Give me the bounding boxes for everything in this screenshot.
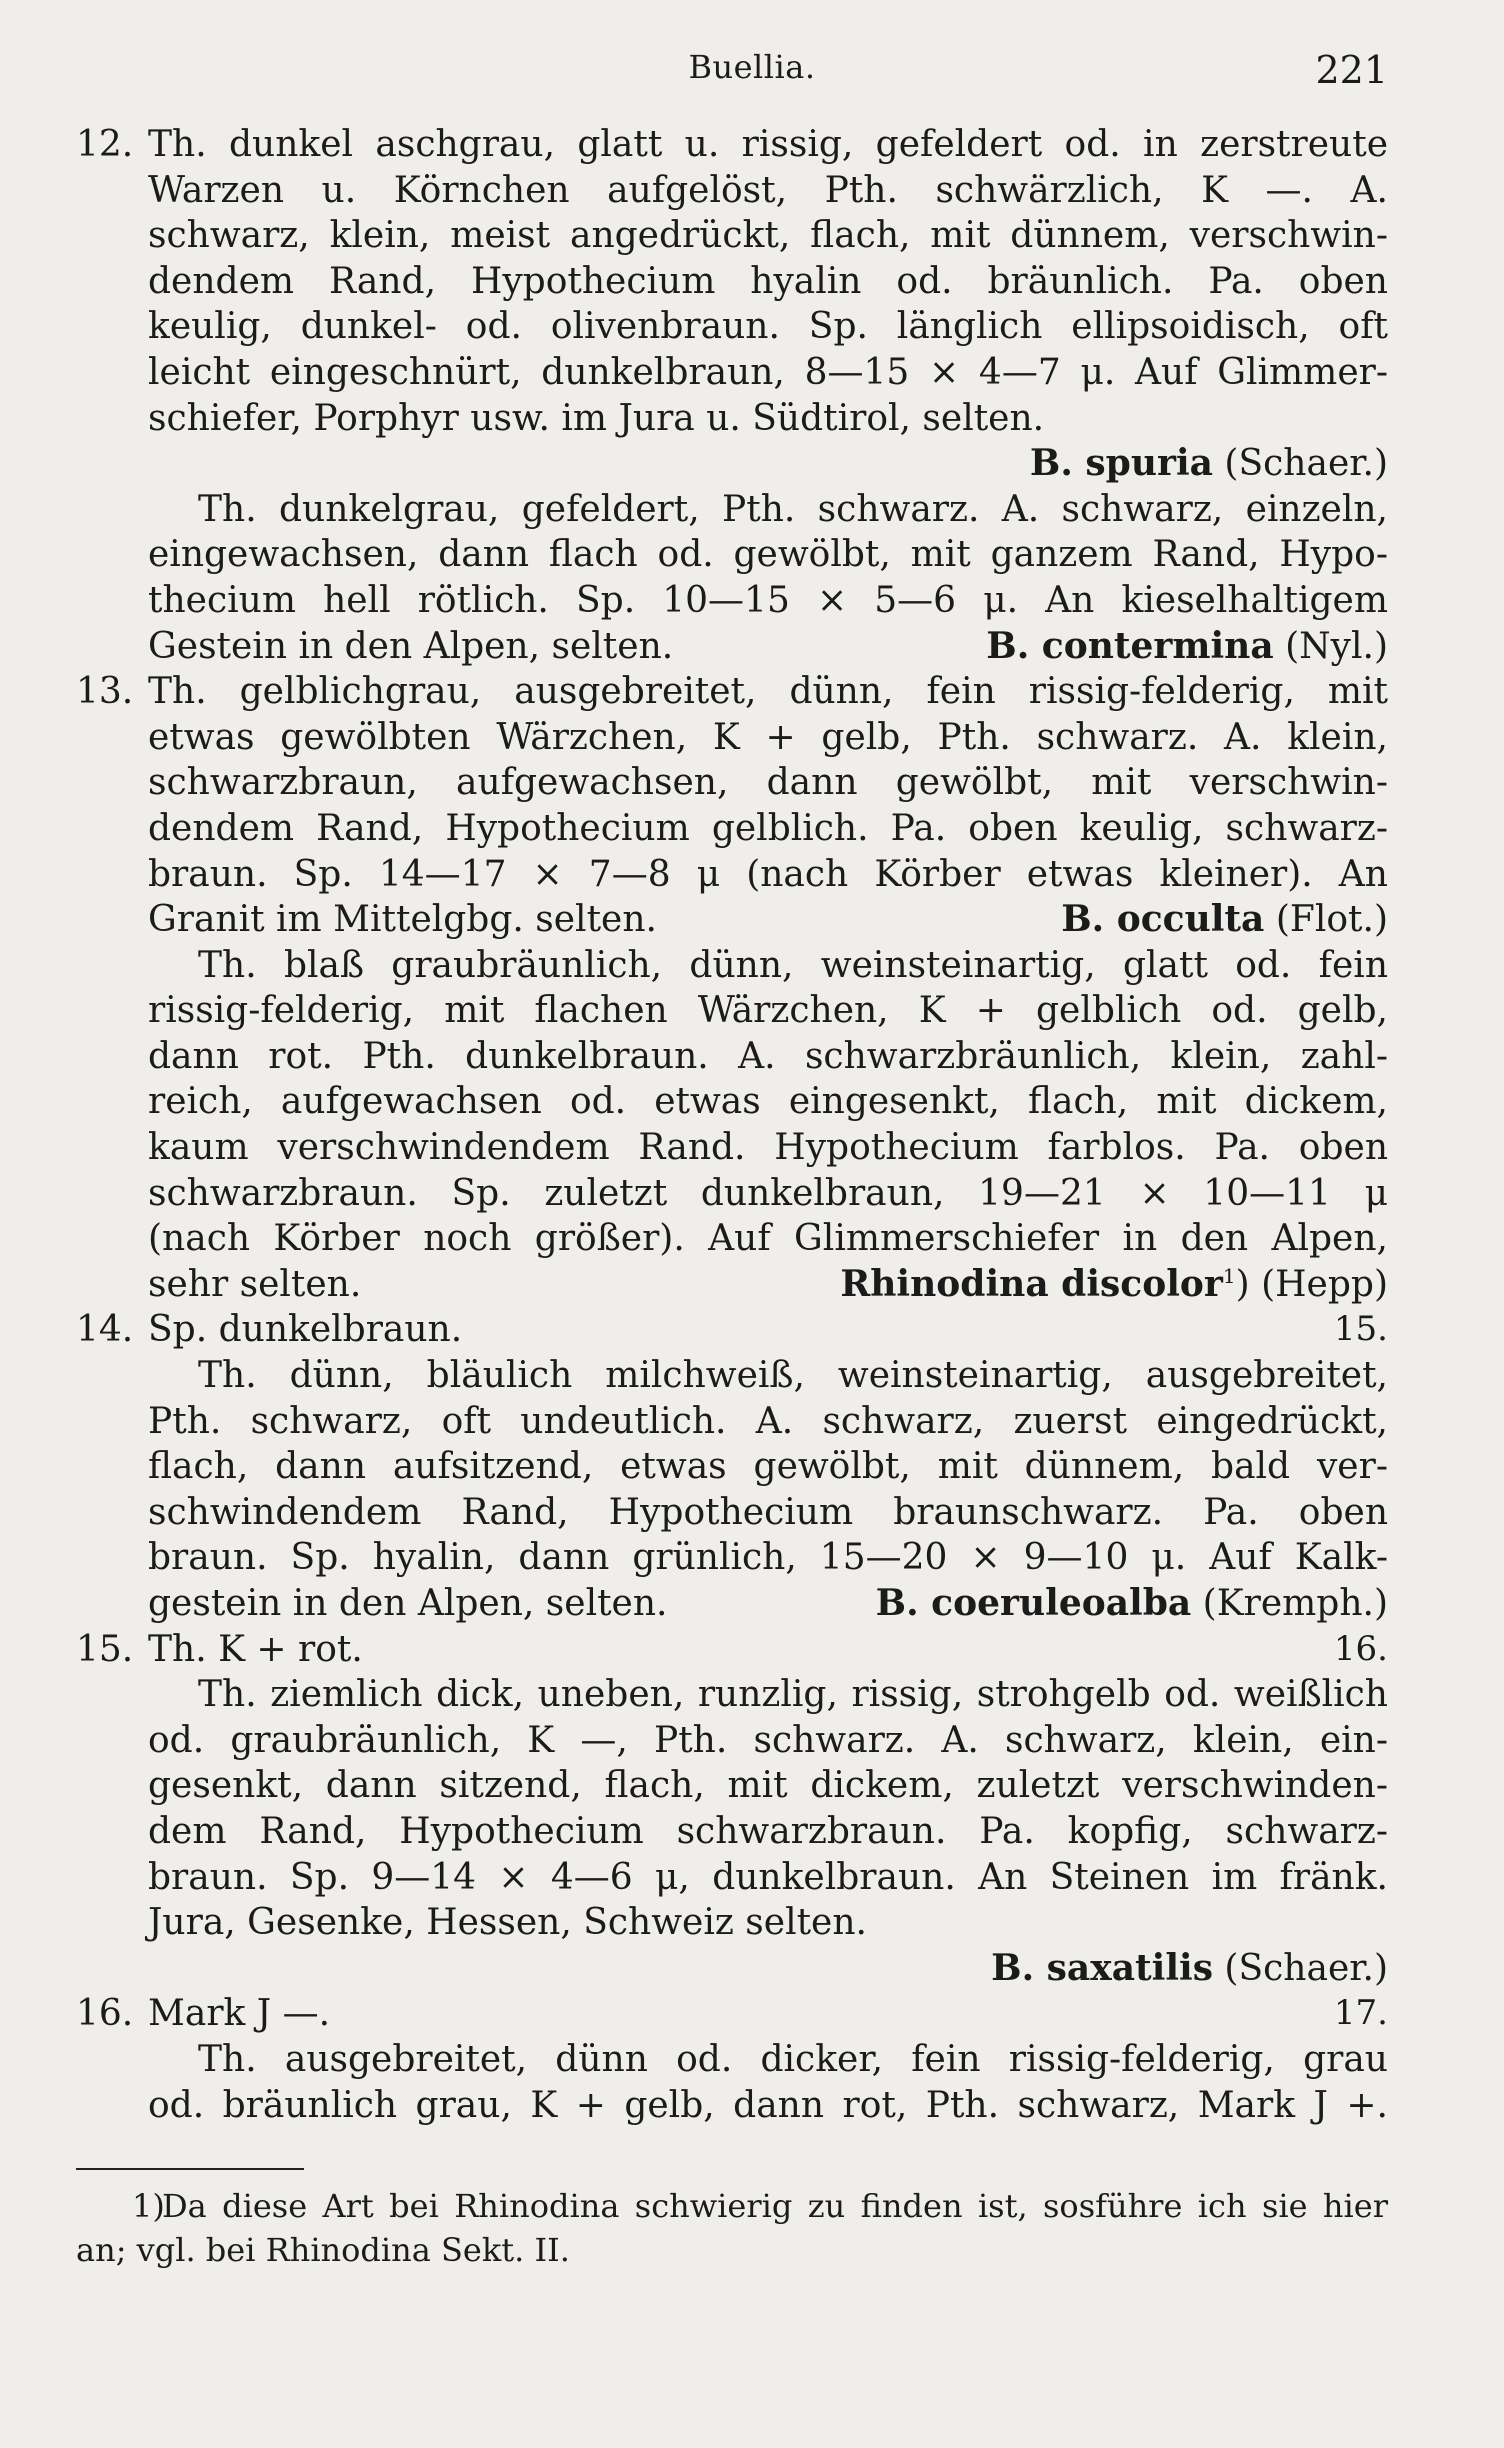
text-line (76, 715, 1388, 761)
species-name: B. contermina (986, 624, 1274, 667)
species-label (986, 624, 1388, 670)
key-number: 14. (76, 1309, 134, 1351)
line-text: schwarz, klein, meist angedrückt, flach, mit dünnem, verschwin- (148, 215, 1388, 257)
species-name: B. saxatilis (991, 1946, 1213, 1989)
line-text: dendem Rand, Hypothecium gelblich. Pa. oben keulig, schwarz- (148, 807, 1388, 849)
line-text: thecium hell rötlich. Sp. 10—15 × 5—6 μ. An kieselhaltigem (148, 579, 1388, 621)
key-reference: 16. (1333, 1628, 1388, 1669)
line-text: leicht eingeschnürt, dunkelbraun, 8—15 × 4—7 μ. Auf Glimmer- (148, 351, 1388, 393)
key-number: 15. (76, 1628, 134, 1670)
text-line (76, 1672, 1388, 1718)
line-text: gesenkt, dann sitzend, flach, mit dickem, zuletzt verschwinden- (148, 1765, 1388, 1807)
species-name: B. coeruleoalba (875, 1582, 1192, 1624)
line-text: Sp. dunkelbraun. (148, 1309, 463, 1351)
text-line (76, 122, 1388, 168)
line-text: schwarzbraun, aufgewachsen, dann gewölbt, mit verschwin- (148, 762, 1388, 804)
species-author: ) (Hepp) (1235, 1263, 1388, 1305)
text-line (76, 1307, 1388, 1353)
text-line (76, 624, 1388, 670)
species-author: (Nyl.) (1273, 625, 1388, 667)
text-line (76, 1171, 1388, 1217)
text-line (76, 213, 1388, 259)
text-line (76, 168, 1388, 214)
text-line (76, 2037, 1388, 2083)
text-line (76, 1216, 1388, 1262)
line-text: Th. dunkel aschgrau, glatt u. rissig, gefeldert od. in zerstreute (148, 124, 1388, 165)
text-line (76, 441, 1388, 487)
line-text: reich, aufgewachsen od. etwas eingesenkt, flach, mit dickem, (148, 1081, 1388, 1123)
text-line (76, 1855, 1388, 1901)
species-label (1061, 897, 1388, 943)
text-line (76, 1763, 1388, 1809)
page-header (0, 48, 1504, 98)
key-number: 12. (76, 124, 134, 165)
text-line (76, 532, 1388, 578)
footnote-line-1 (76, 2184, 1388, 2228)
text-line (76, 1034, 1388, 1080)
text-line (76, 259, 1388, 305)
line-text: kaum verschwindendem Rand. Hypothecium farblos. Pa. oben (148, 1127, 1388, 1169)
line-text: flach, dann aufsitzend, etwas gewölbt, mit dünnem, bald ver- (148, 1446, 1388, 1488)
line-text: gestein in den Alpen, selten. (148, 1583, 668, 1624)
line-text: Th. dünn, bläulich milchweiß, weinsteinartig, ausgebreitet, (198, 1355, 1388, 1397)
text-line (76, 1125, 1388, 1171)
species-label (840, 1262, 1388, 1308)
line-text: schwarzbraun. Sp. zuletzt dunkelbraun, 19—21 × 10—11 μ (148, 1172, 1388, 1214)
footnote-line-2: an; vgl. bei Rhinodina Sekt. II. (76, 2231, 570, 2269)
species-label (876, 1581, 1388, 1627)
footnote-divider (76, 2168, 304, 2170)
line-text: Th. blaß graubräunlich, dünn, weinsteinartig, glatt od. fein (198, 944, 1388, 986)
text-line (76, 669, 1388, 715)
line-text: Th. ziemlich dick, uneben, runzlig, rissig, strohgelb od. weißlich (198, 1674, 1388, 1716)
body-text (76, 122, 1388, 2128)
text-line (76, 1991, 1388, 2037)
footnote-ref: 1 (1222, 1263, 1236, 1288)
line-text: dann rot. Pth. dunkelbraun. A. schwarzbräunlich, klein, zahl- (148, 1035, 1388, 1077)
line-text: Th. ausgebreitet, dünn od. dicker, fein rissig-felderig, grau (198, 2038, 1388, 2080)
species-name: B. spuria (1029, 442, 1213, 485)
species-name: B. occulta (1061, 898, 1265, 941)
text-line (76, 1581, 1388, 1627)
text-line (76, 2083, 1388, 2129)
key-reference: 15. (1333, 1309, 1388, 1350)
line-text: Gestein in den Alpen, selten. (148, 625, 674, 667)
text-line (76, 1079, 1388, 1125)
line-text: od. graubräunlich, K —, Pth. schwarz. A. schwarz, klein, ein- (148, 1719, 1388, 1761)
text-line (76, 350, 1388, 396)
text-line (76, 852, 1388, 898)
text-line (76, 1399, 1388, 1445)
species-author: (Schaer.) (1212, 1947, 1388, 1989)
line-text: sehr selten. (148, 1263, 362, 1305)
text-line (76, 1809, 1388, 1855)
line-text: dem Rand, Hypothecium schwarzbraun. Pa. kopfig, schwarz- (148, 1810, 1388, 1852)
footnote-marker: 1) (132, 2187, 165, 2225)
line-text: rissig-felderig, mit flachen Wärzchen, K + gelblich od. gelb, (148, 990, 1388, 1032)
text-line (76, 988, 1388, 1034)
key-reference: 17. (1333, 1993, 1388, 2034)
text-line (76, 1946, 1388, 1992)
text-line (76, 1718, 1388, 1764)
text-line (76, 1627, 1388, 1673)
species-author: (Flot.) (1264, 899, 1388, 941)
text-line (76, 1444, 1388, 1490)
line-text: Th. dunkelgrau, gefeldert, Pth. schwarz. A. schwarz, einzeln, (198, 488, 1388, 530)
line-text: braun. Sp. 9—14 × 4—6 μ, dunkelbraun. An Steinen im fränk. (148, 1856, 1388, 1898)
text-line (76, 487, 1388, 533)
line-text: Th. gelblichgrau, ausgebreitet, dünn, fein rissig-felderig, mit (148, 671, 1388, 713)
footnote (76, 2184, 1388, 2272)
line-text: (nach Körber noch größer). Auf Glimmerschiefer in den Alpen, (148, 1218, 1388, 1260)
text-line (76, 943, 1388, 989)
line-text: Pth. schwarz, oft undeutlich. A. schwarz, zuerst eingedrückt, (148, 1400, 1388, 1442)
line-text: etwas gewölbten Wärzchen, K + gelb, Pth. schwarz. A. klein, (148, 716, 1388, 758)
line-text: od. bräunlich grau, K + gelb, dann rot, Pth. schwarz, Mark J +. (148, 2084, 1388, 2126)
text-line (76, 1353, 1388, 1399)
key-number: 16. (76, 1993, 134, 2035)
text-line (76, 1900, 1388, 1946)
text-line (76, 578, 1388, 624)
line-text: braun. Sp. 14—17 × 7—8 μ (nach Körber etwas kleiner). An (148, 853, 1388, 895)
text-line (76, 806, 1388, 852)
running-title: Buellia. (688, 48, 816, 86)
text-line (76, 396, 1388, 442)
line-text: Granit im Mittelgbg. selten. (148, 899, 657, 941)
key-number: 13. (76, 671, 134, 713)
line-text: eingewachsen, dann flach od. gewölbt, mit ganzem Rand, Hypo- (148, 534, 1388, 576)
text-line (76, 1535, 1388, 1581)
text-line (76, 1262, 1388, 1308)
line-text: keulig, dunkel- od. olivenbraun. Sp. länglich ellipsoidisch, oft (148, 306, 1388, 348)
species-author: (Schaer.) (1212, 443, 1388, 485)
text-line (76, 304, 1388, 350)
text-line (76, 1490, 1388, 1536)
line-text: schwindendem Rand, Hypothecium braunschwarz. Pa. oben (148, 1491, 1388, 1533)
line-text: Th. K + rot. (148, 1628, 363, 1670)
line-text: braun. Sp. hyalin, dann grünlich, 15—20 × 9—10 μ. Auf Kalk- (148, 1537, 1388, 1579)
species-author: (Kremph.) (1191, 1583, 1388, 1624)
line-text: Mark J —. (148, 1993, 331, 2035)
line-text: Warzen u. Körnchen aufgelöst, Pth. schwärzlich, K —. A. (148, 169, 1388, 211)
text-line (76, 760, 1388, 806)
line-text: schiefer, Porphyr usw. im Jura u. Südtirol, selten. (148, 397, 1045, 439)
page-number: 221 (1315, 48, 1388, 92)
line-text: dendem Rand, Hypothecium hyalin od. bräunlich. Pa. oben (148, 260, 1388, 302)
species-name: Rhinodina discolor (840, 1262, 1223, 1305)
text-line (76, 897, 1388, 943)
line-text: Jura, Gesenke, Hessen, Schweiz selten. (148, 1902, 867, 1944)
footnote-text-1: Da diese Art bei Rhinodina schwierig zu finden ist, sosführe ich sie hier (162, 2187, 1388, 2225)
